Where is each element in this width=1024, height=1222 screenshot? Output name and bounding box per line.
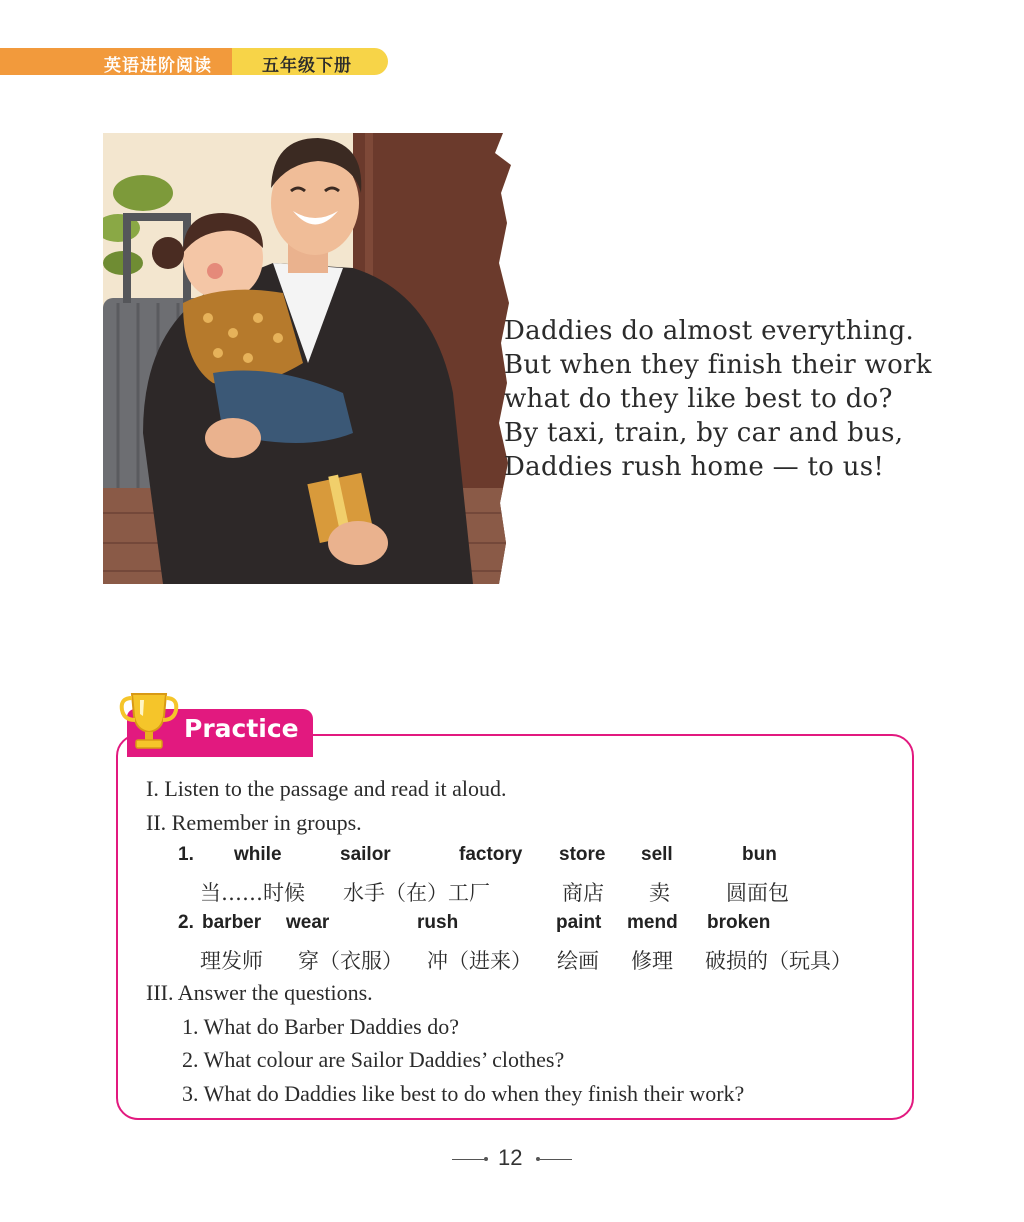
poem-line: By taxi, train, by car and bus, (504, 418, 904, 448)
vocab-meaning: 水手（在）工厂 (343, 881, 490, 905)
book-header (0, 48, 400, 75)
instruction-2: II. Remember in groups. (146, 810, 362, 835)
practice-title: Practice (184, 714, 299, 743)
group-number: 2. (178, 912, 194, 933)
vocab-word: paint (556, 912, 602, 933)
instruction-3: III. Answer the questions. (146, 980, 373, 1005)
group-number: 1. (178, 844, 194, 865)
vocab-meaning: 穿（衣服） (298, 949, 403, 973)
page-number-rule-right (540, 1159, 572, 1160)
book-grade-label: 五年级下册 (262, 56, 352, 76)
vocab-meaning: 当……时候 (200, 881, 305, 905)
vocab-word: broken (707, 912, 771, 933)
instruction-1: I. Listen to the passage and read it aloud. (146, 776, 507, 801)
vocab-word: bun (742, 844, 777, 865)
vocab-word: while (234, 844, 282, 865)
vocab-meaning: 冲（进来） (427, 949, 532, 973)
father-daughter-illustration (103, 133, 513, 584)
vocab-word: barber (202, 912, 262, 933)
question-item: 2. What colour are Sailor Daddies’ clothes? (182, 1047, 565, 1072)
book-series-title: 英语进阶阅读 (104, 56, 212, 76)
vocab-meaning: 卖 (649, 881, 670, 905)
vocab-word: mend (627, 912, 678, 933)
vocab-word: wear (286, 912, 330, 933)
vocab-meaning: 理发师 (200, 949, 263, 973)
vocab-word: rush (417, 912, 459, 933)
page-number-rule-left (452, 1159, 484, 1160)
vocab-word: sell (641, 844, 673, 865)
poem-line: But when they finish their work (504, 350, 932, 380)
poem-line: what do they like best to do? (504, 384, 893, 414)
page-number-dot-left (484, 1157, 488, 1161)
vocab-meaning: 绘画 (557, 949, 599, 973)
vocab-word: store (559, 844, 606, 865)
vocab-word: factory (459, 844, 523, 865)
page-number: 12 (498, 1145, 523, 1170)
trophy-icon (118, 686, 180, 752)
question-item: 1. What do Barber Daddies do? (182, 1014, 459, 1039)
poem-line: Daddies rush home — to us! (504, 452, 885, 482)
vocab-meaning: 商店 (562, 881, 604, 905)
vocab-meaning: 破损的（玩具） (705, 949, 852, 973)
poem (504, 314, 932, 484)
vocab-meaning: 修理 (631, 949, 673, 973)
vocab-meaning: 圆面包 (726, 881, 789, 905)
vocab-word: sailor (340, 844, 391, 865)
question-item: 3. What do Daddies like best to do when they finish their work? (182, 1081, 745, 1106)
poem-line: Daddies do almost everything. (504, 316, 915, 346)
